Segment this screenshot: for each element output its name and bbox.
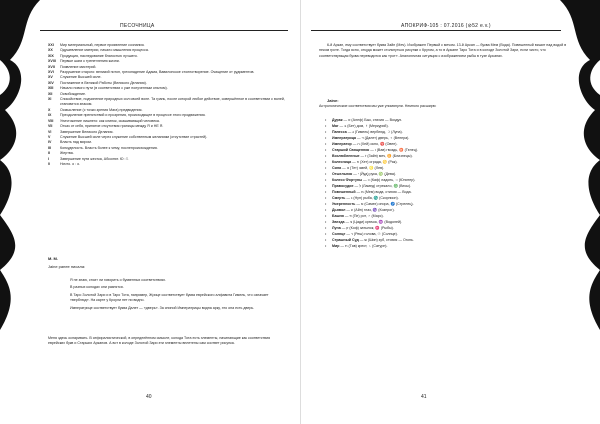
list-item: • Сила — ט (Тет) змей, ♌ (Лев).	[325, 166, 385, 170]
page-number: 41	[421, 394, 427, 400]
bullet-icon: •	[325, 238, 327, 242]
list-item: • Старший Священник — ו (Вав) гвоздь, ♉ (Телец).	[325, 148, 418, 152]
list-item: • Мир — ת (Тав) крест, ♄ (Сатурн).	[325, 244, 388, 248]
timeline-row: XI Спокойствие, подчинение природных сил своей воле. Та грань, после которой любое действие, совершённое в соответствии с волей, становится знаком.	[48, 97, 285, 107]
list-item: • Правосудие — ל (Ламед) стрекало, ♎ (Весы).	[325, 184, 412, 188]
timeline-row: IX Преодоление препятствий и прозрения, происходящее в процессе этого продвижения.	[48, 113, 206, 118]
list-item: • Башня — פ (Пе) рот, ♂ (Марс).	[325, 214, 384, 218]
bullet-icon: •	[325, 208, 327, 212]
list-item: • Возлюбленные — ז (Зайн) меч, ♊ (Близнецы).	[325, 154, 413, 158]
quote-paragraph: Императрице соответствует буква Далет — «дверь». За спиной Императрицы видна арку, это она есть дверь.	[70, 305, 255, 310]
list-item: • Маг — ב (Бет) дом, ☿ (Меркурий).	[325, 124, 389, 128]
bullet-icon: •	[325, 232, 327, 236]
bullet-icon: •	[325, 190, 327, 194]
list-item: • Дьявол — ע (Айн) глаз, ♑ (Козерог).	[325, 208, 395, 212]
timeline-row: II Жертва.	[48, 151, 74, 156]
list-item: • Умеренность — ס (Самех) опора, ♐ (Стрелец).	[325, 202, 414, 206]
tribal-ornament-left-icon	[0, 0, 40, 330]
page-number: 40	[146, 394, 152, 400]
bullet-icon: •	[325, 184, 327, 188]
bullet-icon: •	[325, 220, 327, 224]
list-item: • Солнце — ר (Реш) голова, ☉ (Солнце).	[325, 232, 398, 236]
bullet-icon: •	[325, 244, 327, 248]
right-page	[300, 0, 600, 424]
bullet-icon: •	[325, 148, 327, 152]
quote-paragraph: В разных колодах они разнятся.	[70, 285, 124, 290]
list-item: • Звезда — צ (Цади) крючок, ♒ (Водолей).	[325, 220, 403, 224]
timeline-row: VII Отказ от себя, принятие отсутствия границы между Я и НЕ Я.	[48, 124, 164, 129]
timeline-row: XX Одушевление материи, начало мышления процесса.	[48, 48, 149, 53]
list-item: • Повешенный — מ (Мем) вода, стихия — Вода.	[325, 190, 412, 194]
list-item: • Колесо Фортуны — כ (Каф) ладонь, ♃ (Юпитер).	[325, 178, 416, 182]
author-label: M. M.	[48, 256, 58, 261]
jaine-label: Jaine:	[327, 98, 339, 103]
timeline-row: III Конкуделость. Власть более к чему, послепроисхождения.	[48, 145, 158, 150]
running-header: ПЕСОЧНИЦА	[120, 23, 155, 29]
list-item: • Страшный Суд — ש (Шин) зуб, стихия — Огонь.	[325, 238, 414, 242]
list-item: • Император — ה (Хей) окно, ♈ (Овен).	[325, 142, 398, 146]
astrology-intro: Астрологические соответствия мы уже упомянули. Немного расширю:	[319, 104, 437, 108]
list-item: • Императрица — ד (Далет) дверь, ♀ (Венера).	[325, 136, 410, 140]
timeline-row: XVI Разрушение старого: великий потоп, грехопадение Адама, Вавилонское столпотворение. Очищение от рудиментов.	[48, 70, 255, 75]
bullet-icon: •	[325, 118, 327, 122]
bullet-icon: •	[325, 136, 327, 140]
bullet-icon: •	[325, 178, 327, 182]
timeline-row: I Завершение пути жестка, Абсолют. Ю : Ї.	[48, 156, 129, 161]
quote-paragraph: В Таро Золотой Зари и в Таро Тота, например, Жрице соответствует буква еврейского алфавита Гимель, что означает «верблюд». На карте у Кроули нет ни видно.	[70, 292, 269, 303]
closing-paragraph: Меня здесь оспаривать. В сефиралистической, в определённом смысле, колода Тота есть элементы, начинающие как соответствия еврейских букв и Старших Арканов. А вот в колоде Золотой Зари эти элементы вплетены сам соответ рисунка.	[48, 336, 271, 346]
list-item: • Дурак — א (Алеф) Бык, стихия — Воздух.	[325, 118, 403, 122]
list-item: • Смерть — נ (Нун) рыба, ♏ (Скорпион).	[325, 196, 399, 200]
timeline-row: XIV Постижение в Великой Работы (Великого Делания).	[48, 80, 147, 85]
jaine-line: Jaine ранее писала:	[48, 264, 86, 269]
arcana-associations-list	[325, 117, 565, 249]
bullet-icon: •	[325, 130, 327, 134]
list-item: • Луна — ק (Коф) затылок, ♓ (Рыбы).	[325, 226, 394, 230]
timeline-row: XIII Начало нового пути (в соответствии с уже полученным опытом).	[48, 86, 168, 91]
list-item: • Папесса — ג (Гимель) верблюд, ☽ (Луна).	[325, 130, 403, 134]
running-header: АПОКРИФ-105 : 07.2016 (⊘52 e.v.)	[401, 23, 491, 29]
bullet-icon: •	[325, 154, 327, 158]
bullet-icon: •	[325, 196, 327, 200]
list-item: • Колесница — ח (Хет) ограда, ♋ (Рак).	[325, 160, 398, 164]
list-item: • Отшельник — י (Йуд) рука, ♍ (Дева).	[325, 172, 397, 176]
bullet-icon: •	[325, 166, 327, 170]
quote-block	[70, 278, 280, 313]
timeline-row: 0 Ничто. о : о.	[48, 161, 81, 166]
bullet-icon: •	[325, 124, 327, 128]
timeline-row: XV Служение Высшей силе.	[48, 75, 102, 80]
timeline-row: VIII Уничтожение лишнего: как клинок, скашивающий человека.	[48, 118, 160, 123]
timeline-row: XIX Продукция, наследование благостью лучшего.	[48, 53, 138, 58]
bullet-icon: •	[325, 214, 327, 218]
header-rule	[40, 30, 288, 31]
bullet-icon: •	[325, 142, 327, 146]
timeline-row: XII Освобождение.	[48, 91, 86, 96]
header-rule	[311, 30, 561, 31]
timeline-row: XXI Мир материальный, первое проявление сознания.	[48, 43, 145, 47]
bullet-icon: •	[325, 226, 327, 230]
timeline-row: IV Власть над миром.	[48, 140, 92, 145]
timeline-row: XVIII Первые шаги к трепетлению жизни.	[48, 59, 120, 64]
bullet-icon: •	[325, 202, 327, 206]
timeline-row: XVII Появление мистерий.	[48, 64, 97, 69]
intro-paragraph: 6-й Аркан, ему соответствует буква Зайн (Меч). Изображен Первый с мечом. 13-й Аркан — буква Мем (Вода). Повешенный вишит над водой в неком гроте. Тогда ясно, откуда может столкнуться рисунки с Кругом, а то в Аркане Таро Тота и в колоде Золотой Зари, если чисто, что соответствующая буква переводится как «рот». Аналогичная ситуация с изображением рыбы в тузе Арканах.	[319, 43, 567, 58]
timeline-row: VI Завершение Великого Делания.	[48, 129, 114, 134]
quote-paragraph: Я не знаю, стоит ли говорить о буквенных соответствиях.	[70, 278, 167, 282]
arcana-timeline	[48, 43, 288, 167]
bullet-icon: •	[325, 160, 327, 164]
bullet-icon: •	[325, 172, 327, 176]
timeline-row: X Осмысление (с точки зрения Мага) предвидения.	[48, 107, 143, 112]
timeline-row: V Служение Высшей силе через служение собственным желаниям (отсутствие страстей).	[48, 134, 208, 139]
